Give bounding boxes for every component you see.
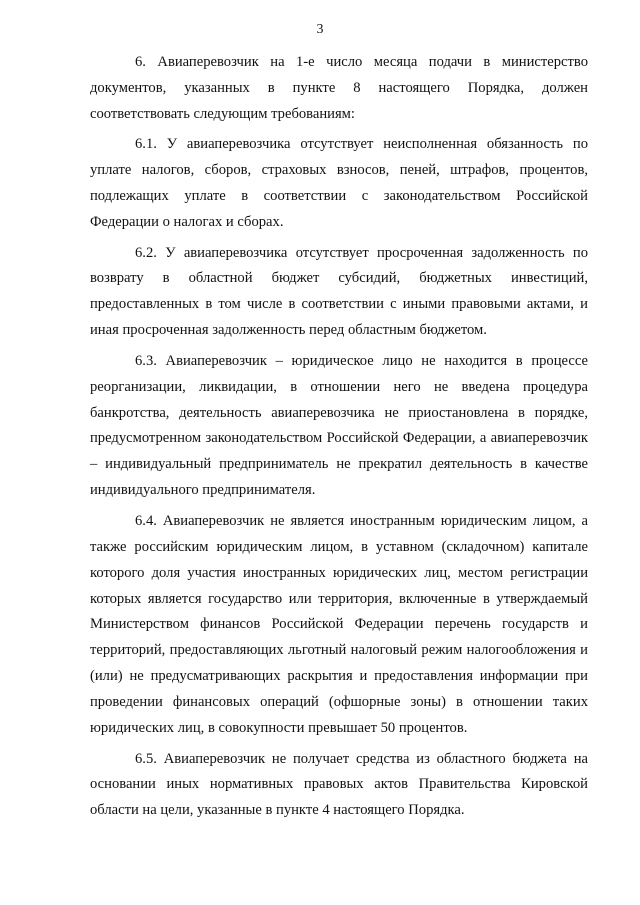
paragraph-6-5: 6.5. Авиаперевозчик не получает средства из областного бюджета на основании иных нормативных правовых актов Правительства Кировской области на цели, указанные в пункте 4 настоящего Порядка. xyxy=(90,750,588,819)
paragraph-6-2: 6.2. У авиаперевозчика отсутствует просроченная задолженность по возврату в областной бюджет субсидий, бюджетных инвестиций, предоставленных в том числе в соответствии с иными правовыми актами, и иная просроченная задолженность перед областным бюджетом. xyxy=(90,244,588,339)
page-number: 3 xyxy=(316,22,324,37)
paragraph-6: 6. Авиаперевозчик на 1-е число месяца подачи в министерство документов, указанных в пункте 8 настоящего Порядка, должен соответствовать следующим требованиям: xyxy=(90,54,588,122)
document-body xyxy=(90,50,588,829)
paragraph-6-3: 6.3. Авиаперевозчик – юридическое лицо не находится в процессе реорганизации, ликвидации, в отношении него не введена процедура банкротства, деятельность авиаперевозчика не приостановлена в порядке, предусмотренном законодательством Российской Федерации, а авиаперевозчик – индивидуальный предприниматель не прекратил деятельность в качестве индивидуального предпринимателя. xyxy=(90,352,588,499)
paragraph-6-4: 6.4. Авиаперевозчик не является иностранным юридическим лицом, а также российским юридическим лицом, в уставном (складочном) капитале которого доля участия иностранных юридических лиц, местом регистрации которых является государство или территория, включенные в утверждаемый Министерством финансов Российской Федерации перечень государств и территорий, предоставляющих льготный налоговый режим налогообложения и (или) не предусматривающих раскрытия и предоставления информации при проведении финансовых операций (офшорные зоны) в отношении таких юридических лиц, в совокупности превышает 50 процентов. xyxy=(90,512,588,737)
paragraph-6-1: 6.1. У авиаперевозчика отсутствует неисполненная обязанность по уплате налогов, сборов, страховых взносов, пеней, штрафов, процентов, подлежащих уплате в соответствии с законодательством Российской Федерации о налогах и сборах. xyxy=(90,136,588,231)
